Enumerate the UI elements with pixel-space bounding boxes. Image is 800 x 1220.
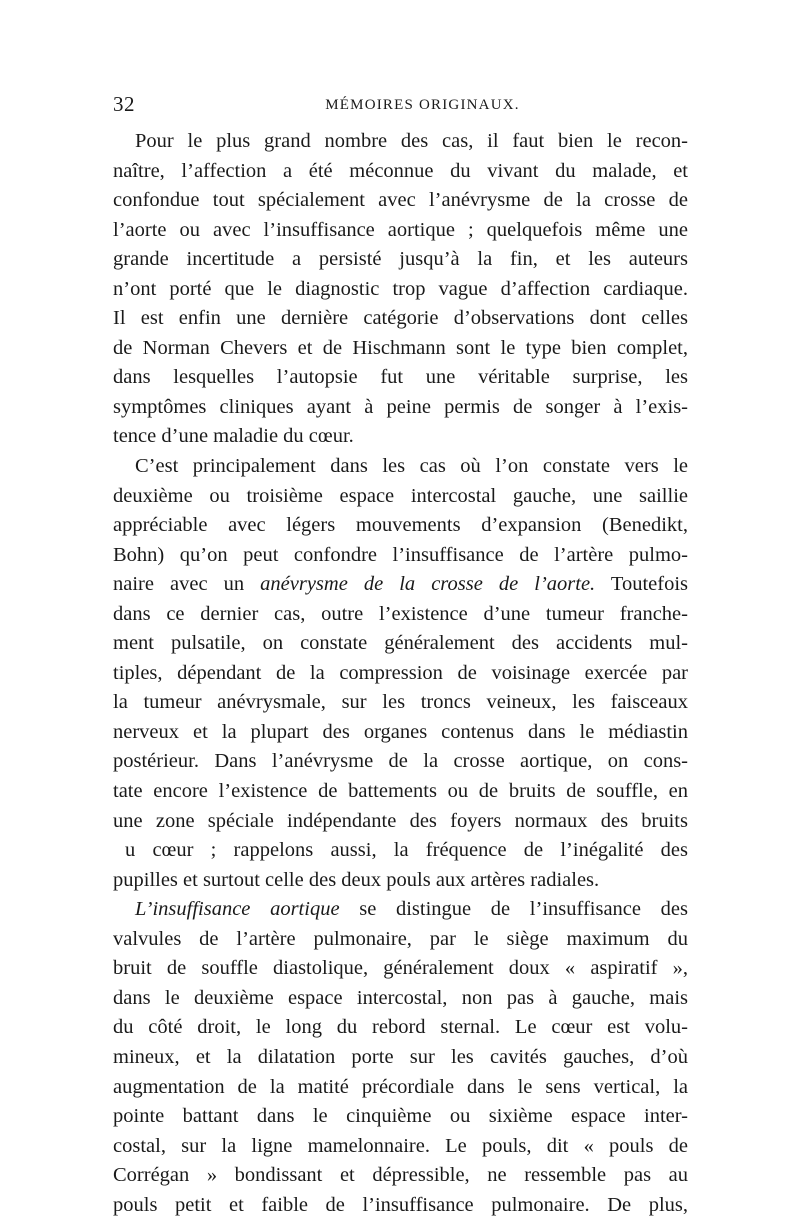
text-line: costal, sur la ligne mamelonnaire. Le pouls, dit « pouls de bbox=[113, 1134, 688, 1157]
body-text bbox=[113, 127, 688, 1220]
text-line: Pour le plus grand nombre des cas, il faut bien le recon- bbox=[135, 130, 688, 152]
text-line: grande incertitude a persisté jusqu’à la fin, et les auteurs bbox=[113, 248, 688, 271]
text-line: pouls petit et faible de l’insuffisance pulmonaire. De plus, bbox=[113, 1193, 688, 1216]
text-segment: Toutefois bbox=[595, 573, 688, 596]
text-segment: naire avec un bbox=[113, 573, 261, 596]
text-line: appréciable avec légers mouvements d’expansion (Benedikt, bbox=[113, 514, 688, 537]
text-line: valvules de l’artère pulmonaire, par le siège maximum du bbox=[113, 927, 688, 950]
text-line: ment pulsatile, on constate généralement des accidents mul- bbox=[113, 632, 688, 655]
text-line: tiples, dépendant de la compression de voisinage exercée par bbox=[113, 661, 688, 684]
text-line: la tumeur anévrysmale, sur les troncs veineux, les faisceaux bbox=[113, 691, 688, 714]
text-line: pointe battant dans le cinquième ou sixième espace inter- bbox=[113, 1105, 688, 1128]
running-head: MÉMOIRES ORIGINAUX. bbox=[325, 97, 520, 113]
text-line: augmentation de la matité précordiale dans le sens vertical, la bbox=[113, 1075, 688, 1098]
text-line: l’aorte ou avec l’insuffisance aortique ; quelquefois même une bbox=[113, 218, 688, 241]
text-segment: se distingue de l’insuffisance des bbox=[339, 898, 688, 921]
italic-phrase: anévrysme de la crosse de l’aorte. bbox=[260, 573, 596, 596]
text-line: dans ce dernier cas, outre l’existence d’une tumeur franche- bbox=[113, 602, 688, 625]
text-line: u cœur ; rappelons aussi, la fréquence de l’inégalité des bbox=[125, 839, 688, 862]
text-line: n’ont porté que le diagnostic trop vague d’affection cardiaque. bbox=[113, 277, 688, 300]
text-line-with-italic bbox=[113, 895, 688, 925]
text-line: dans le deuxième espace intercostal, non pas à gauche, mais bbox=[113, 986, 688, 1009]
text-line-with-italic bbox=[113, 570, 688, 600]
text-line: naître, l’affection a été méconnue du vivant du malade, et bbox=[113, 159, 688, 182]
text-line: Il est enfin une dernière catégorie d’observations dont celles bbox=[113, 307, 688, 330]
text-line: C’est principalement dans les cas où l’on constate vers le bbox=[135, 455, 688, 478]
text-line: confondue tout spécialement avec l’anévrysme de la crosse de bbox=[113, 189, 688, 212]
text-line: tence d’une maladie du cœur. bbox=[113, 425, 354, 448]
text-line: symptômes cliniques ayant à peine permis de songer à l’exis- bbox=[113, 395, 688, 418]
text-line: Corrégan » bondissant et dépressible, ne ressemble pas au bbox=[113, 1164, 688, 1187]
page-header bbox=[113, 92, 688, 122]
text-line: bruit de souffle diastolique, généralement doux « aspiratif », bbox=[113, 957, 688, 980]
text-line: tate encore l’existence de battements ou de bruits de souffle, en bbox=[113, 780, 688, 803]
page-number: 32 bbox=[113, 92, 135, 116]
text-line: mineux, et la dilatation porte sur les cavités gauches, d’où bbox=[113, 1045, 688, 1068]
text-line: une zone spéciale indépendante des foyers normaux des bruits bbox=[113, 809, 688, 832]
text-line: pupilles et surtout celle des deux pouls aux artères radiales. bbox=[113, 868, 600, 891]
text-line: nerveux et la plupart des organes contenus dans le médiastin bbox=[113, 720, 688, 743]
text-line: de Norman Chevers et de Hischmann sont le type bien complet, bbox=[113, 336, 688, 359]
text-line: deuxième ou troisième espace intercostal gauche, une saillie bbox=[113, 484, 688, 507]
text-line: Bohn) qu’on peut confondre l’insuffisance de l’artère pulmo- bbox=[113, 543, 688, 566]
text-line: postérieur. Dans l’anévrysme de la crosse aortique, on cons- bbox=[113, 750, 688, 773]
text-line: du côté droit, le long du rebord sternal. Le cœur est volu- bbox=[113, 1016, 688, 1039]
text-line: dans lesquelles l’autopsie fut une véritable surprise, les bbox=[113, 366, 688, 389]
italic-phrase: L’insuffisance aortique bbox=[135, 898, 340, 921]
